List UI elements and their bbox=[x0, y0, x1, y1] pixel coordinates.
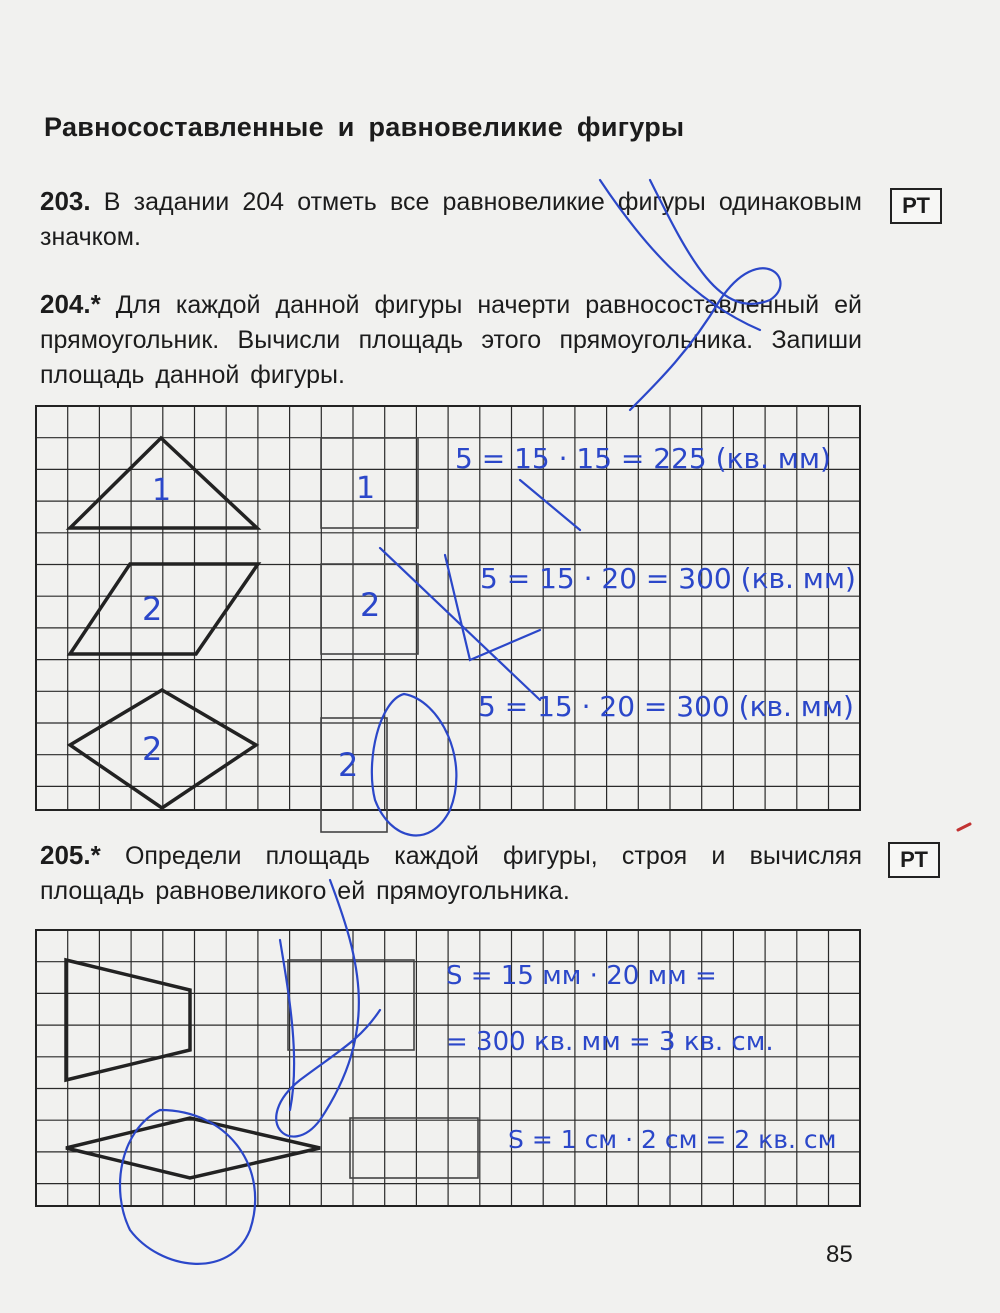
answer-204-1: 5 = 15 · 15 = 225 (кв. мм) bbox=[455, 442, 831, 475]
figure-label-3: 2 bbox=[142, 730, 163, 768]
rect-label-1: 1 bbox=[356, 471, 376, 506]
trapezoid-figure bbox=[66, 960, 190, 1080]
figure-label-1: 1 bbox=[152, 473, 172, 508]
rect-label-2: 2 bbox=[360, 586, 381, 624]
rhombus-figure-205 bbox=[66, 1118, 320, 1178]
answer-205-3: S = 1 см · 2 см = 2 кв. см bbox=[508, 1125, 837, 1154]
page-number: 85 bbox=[826, 1241, 853, 1268]
rectangle-205-2 bbox=[350, 1118, 478, 1178]
answer-205-2: = 300 кв. мм = 3 кв. см. bbox=[446, 1027, 774, 1057]
answer-204-2: 5 = 15 · 20 = 300 (кв. мм) bbox=[480, 562, 856, 595]
rectangle-205-1 bbox=[288, 960, 414, 1050]
answer-204-3: 5 = 15 · 20 = 300 (кв. мм) bbox=[478, 690, 854, 723]
task-205-number: 205.* bbox=[40, 840, 101, 870]
task-204-text: Для каждой данной фигуры начерти равносоставленный ей прямоугольник. Вычисли площадь этого прямоугольника. Запиши площадь данной фигуры. bbox=[40, 291, 862, 389]
workbook-badge-205: РТ bbox=[888, 842, 940, 878]
section-title: Равносоставленные и равновеликие фигуры bbox=[44, 112, 685, 142]
rect-label-3: 2 bbox=[338, 746, 359, 784]
figure-label-2: 2 bbox=[142, 590, 163, 628]
answer-205-1: S = 15 мм · 20 мм = bbox=[446, 961, 717, 991]
red-pen-mark bbox=[958, 824, 970, 830]
task-205-text: Определи площадь каждой фигуры, строя и вычисляя площадь равновеликого ей прямоугольника. bbox=[40, 842, 862, 905]
task-204-number: 204.* bbox=[40, 289, 101, 319]
workbook-badge-203: РТ bbox=[890, 188, 942, 224]
task-203-text: В задании 204 отметь все равновеликие фигуры одинаковым значком. bbox=[40, 188, 862, 251]
task-203-number: 203. bbox=[40, 186, 91, 216]
